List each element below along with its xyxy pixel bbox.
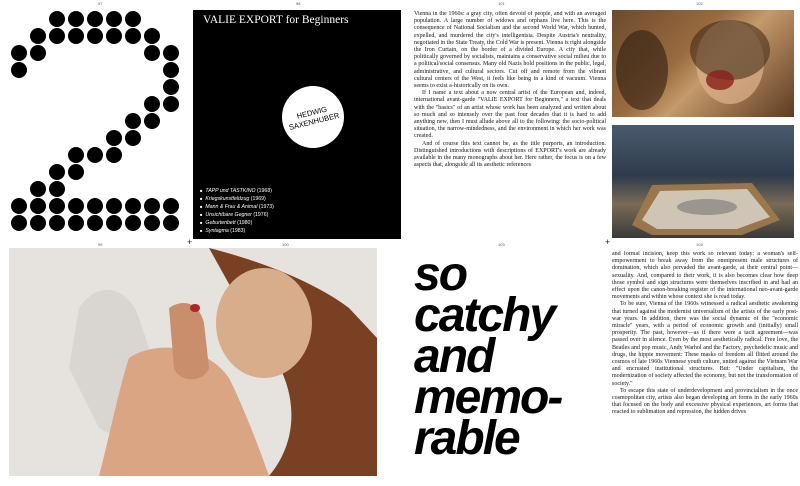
crop-mark: + (605, 237, 611, 247)
paragraph: To be sure, Vienna of the 1960s witnessed a radical aesthetic awakening that turned against the modernist universalism of the artists of the early post-war years. In addition, there was the social dynamic of the "economic miracle" years, with a period of economic growth and (initially) small prosperity. The past, however—as if there were a tacit agreement—was passed over in silence. Even by the most aesthetically radical. Free love, the Beatles and pop music, Andy Warhol and the Factory, psychedelic music and drugs, the hippie movement: These masks of freedom all flitted around the cosmos of late 1960s Viennese youth culture, united against the Vietnam War and encrusted institutional structures. But: "Under capitalism, the modernization of society affected the economy, but not the transformation of society." (612, 301, 798, 387)
dotted-numeral-graphic (0, 0, 192, 240)
page-number-104: 104 (696, 242, 703, 247)
page-number-99: 99 (98, 242, 103, 247)
works-list-item: ■ Unsichtbare Gegner (1976) (200, 211, 274, 219)
works-list-item: ■ Syntagma (1983) (200, 227, 274, 235)
works-list-item: ■ Mann & Frau & Animal (1973) (200, 203, 274, 211)
author-badge (282, 86, 344, 148)
page-number-103: 103 (498, 242, 505, 247)
paragraph: and formal incision, keep this work so relevant today: a woman's self-empowerment to break away from the omnipresent male structures of domination, which also pervaded the avant-garde, at their central point—sexuality. And, compared to their work, it is also becomes clear how deep those symbol and sign structures were themselves inscribed in and had an effect upon the canon-breaking register of the international neo-avant-garde movements and within whose context she is read today. (612, 251, 798, 301)
works-list (200, 187, 274, 235)
paragraph: And of course this text cannot be, as the title purports, an introduction. Distinguished introductions with descriptions of EXPORT's work are already available in the many monographs about her. Here rather, the focus is on a few aspects that, alongside all its aesthetic references (414, 140, 606, 169)
photo-woman-hands (9, 248, 377, 476)
works-list-item: ■ Kriegskunstfeldzug (1969) (200, 195, 274, 203)
works-list-item: ■ TAPP und TASTKINO (1968) (200, 187, 274, 195)
page-number-100: 100 (282, 242, 289, 247)
paragraph: Vienna in the 1960s: a gray city, often devoid of people, and with an averaged population. A large number of widows and orphans live here. This is the consequence of National Socialism and the second World War, which hunted, expelled, and murdered the city's intelligentsia. Despite Austria's neutrality, negotiated in the State Treaty, the Cold War is present. Vienna is right alongside the Iron Curtain, on the border of a divided Europe. A city that, while politically governed by socialists, maintains a conservative social milieu due to a political/social consensus. Many old Nazis hold positions in the public, legal, administrative, and cultural sectors. Cut off and remote from the vibrant cultural centers of the West, it feels like being in a kind of vacuum. Vienna seems to exist a-historically on its own. (414, 11, 606, 90)
crop-mark: + (187, 237, 193, 247)
photo-installation (612, 125, 794, 238)
works-list-item: ■ Geburtenbett (1980) (200, 219, 274, 227)
page-number-101: 101 (498, 1, 505, 6)
body-text-column-top (414, 11, 606, 240)
headline: so catchy and memo- rable (414, 248, 562, 465)
page-number-102: 102 (696, 1, 703, 6)
paragraph: If I name a text about a now central artist of the European and, indeed, international avant-garde "VALIE EXPORT for Beginners," a text that deals with the "basics" of an artist whose work has been analyzed and written about so much and so intensely over the past four decades that it is hard to add anything new, then I must allude above all to the following: the socio-political situation, the narrow-mindedness, and the environment in which her work was created. (414, 90, 606, 140)
photo-film-still-face (612, 10, 794, 117)
body-text-column-bottom (612, 251, 798, 484)
page-number-98: 98 (296, 1, 301, 6)
book-title: VALIE EXPORT for Beginners (203, 14, 349, 26)
page-number-97: 97 (98, 1, 103, 6)
title-panel (193, 10, 401, 239)
author-name: HEDWIG SAXENHUBER (287, 104, 341, 132)
paragraph: To escape this state of underdevelopment and provincialism in the once cosmopolitan city, artists also began developing art forms in the early 1960s that focused on the body and excessive physical experiences, art forms that reacted to sublimation and repression, the hidden drives (612, 387, 798, 416)
